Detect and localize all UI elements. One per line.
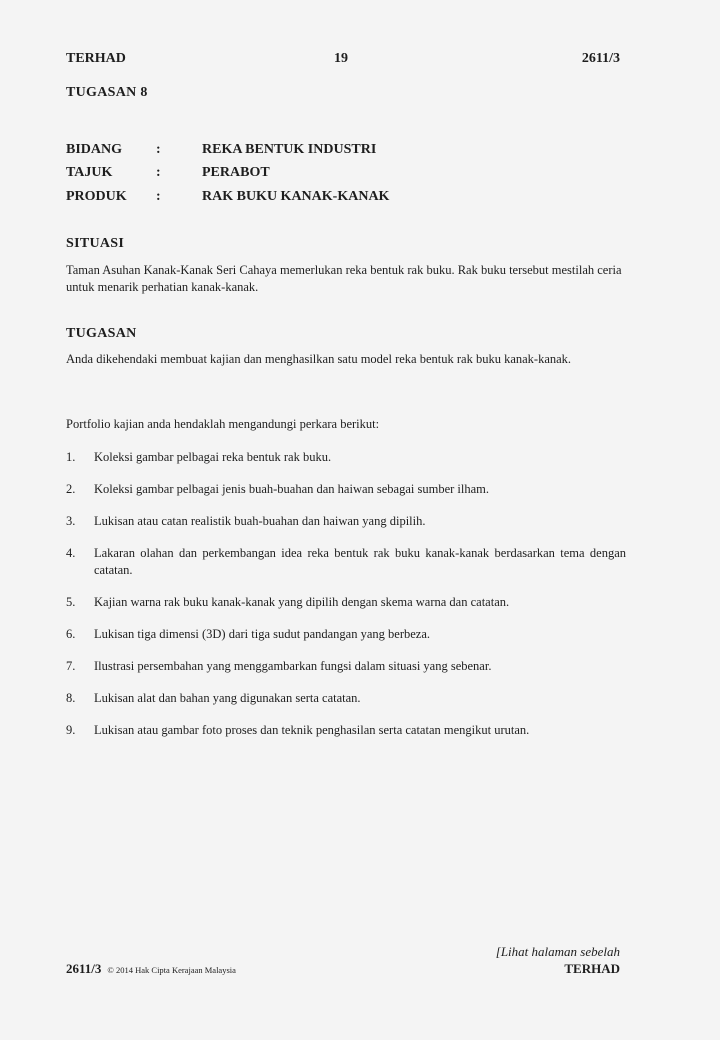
list-item-text: Lukisan atau gambar foto proses dan teknik penghasilan serta catatan mengikut urutan. (94, 723, 530, 737)
list-item-number: 1. (66, 450, 76, 464)
tugasan-text: Anda dikehendaki membuat kajian dan menghasilkan satu model reka bentuk rak buku kanak-kanak. (66, 352, 572, 366)
list-item (66, 690, 626, 707)
meta-row-produk (66, 189, 626, 209)
meta-label: PRODUK (66, 189, 127, 204)
next-page-note: [Lihat halaman sebelah (495, 944, 620, 959)
list-item-number: 4. (66, 546, 76, 560)
list-item-number: 9. (66, 723, 76, 737)
list-item-number: 6. (66, 627, 76, 641)
list-item-number: 8. (66, 691, 76, 705)
list-item (66, 594, 626, 611)
list-item-text: Lukisan alat dan bahan yang digunakan serta catatan. (94, 691, 361, 705)
footer-paper-code: 2611/3 (66, 961, 102, 976)
meta-label: TAJUK (66, 165, 113, 180)
list-item (66, 545, 626, 579)
list-item (66, 626, 626, 643)
portfolio-list (66, 449, 626, 739)
list-item (66, 658, 626, 675)
footer-left (66, 961, 236, 977)
portfolio-intro: Portfolio kajian anda hendaklah mengandungi perkara berikut: (66, 417, 380, 431)
list-item (66, 481, 626, 498)
paper-code: 2611/3 (581, 51, 620, 66)
footer-classification: TERHAD (564, 961, 620, 976)
meta-label: BIDANG (66, 142, 123, 157)
list-item-text: Ilustrasi persembahan yang menggambarkan fungsi dalam situasi yang sebenar. (94, 659, 492, 673)
list-item-number: 7. (66, 659, 76, 673)
header-classification: TERHAD (66, 51, 126, 66)
list-item (66, 449, 626, 466)
list-item (66, 513, 626, 530)
page-number: 19 (334, 51, 348, 66)
list-item-text: Lukisan atau catan realistik buah-buahan dan haiwan yang dipilih. (94, 514, 426, 528)
list-item-text: Kajian warna rak buku kanak-kanak yang dipilih dengan skema warna dan catatan. (94, 595, 510, 609)
list-item (66, 722, 626, 739)
meta-value: REKA BENTUK INDUSTRI (202, 142, 377, 157)
list-item-text: Lakaran olahan dan perkembangan idea reka bentuk rak buku kanak-kanak berdasarkan tema dengan catatan. (94, 546, 626, 577)
list-item-text: Lukisan tiga dimensi (3D) dari tiga sudut pandangan yang berbeza. (94, 627, 431, 641)
list-item-number: 2. (66, 482, 76, 496)
list-item-number: 5. (66, 595, 76, 609)
situasi-heading: SITUASI (66, 236, 125, 251)
situasi-text: Taman Asuhan Kanak-Kanak Seri Cahaya memerlukan reka bentuk rak buku. Rak buku tersebut mestilah ceria untuk menarik perhatian kanak-kanak. (66, 263, 622, 294)
meta-separator: : (156, 142, 161, 157)
task-title: TUGASAN 8 (66, 85, 148, 100)
copyright-text: © 2014 Hak Cipta Kerajaan Malaysia (107, 965, 236, 975)
meta-row-bidang (66, 142, 626, 162)
meta-value: RAK BUKU KANAK-KANAK (202, 189, 390, 204)
meta-row-tajuk (66, 165, 626, 185)
meta-separator: : (156, 189, 161, 204)
meta-separator: : (156, 165, 161, 180)
list-item-number: 3. (66, 514, 76, 528)
list-item-text: Koleksi gambar pelbagai reka bentuk rak buku. (94, 450, 332, 464)
tugasan-heading: TUGASAN (66, 326, 137, 341)
meta-value: PERABOT (202, 165, 270, 180)
list-item-text: Koleksi gambar pelbagai jenis buah-buahan dan haiwan sebagai sumber ilham. (94, 482, 490, 496)
